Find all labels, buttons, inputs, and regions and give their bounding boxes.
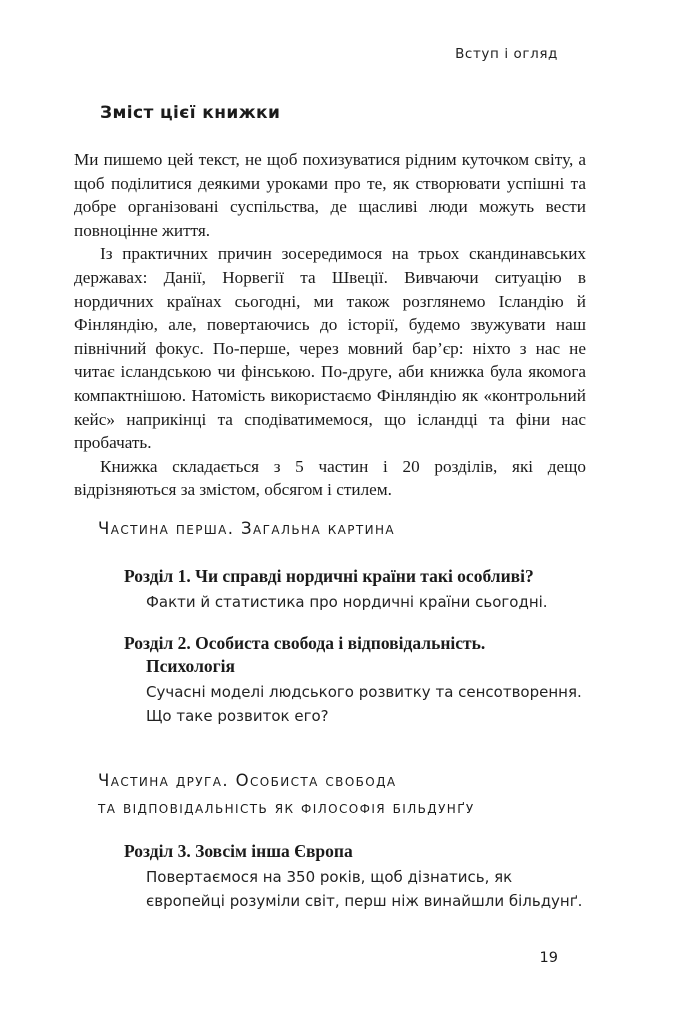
page-number: 19 (539, 950, 558, 966)
part-1-title (98, 515, 395, 542)
chapter-1-description: Факти й статистика про нордичні країни сьогодні. (146, 593, 548, 611)
chapter-1 (124, 565, 594, 614)
running-head: Вступ і огляд (455, 46, 558, 62)
chapter-1-title-text: Розділ 1. Чи справді нордичні країни такі особливі? (124, 566, 534, 586)
chapter-3-description: Повертаємося на 350 років, щоб дізнатись, як європейці розуміли світ, перш ніж винайшли більдунґ. (146, 868, 583, 910)
chapter-2-description: Сучасні моделі людського розвитку та сенсотворення. Що таке розвиток его? (146, 683, 582, 725)
part-2-title (98, 767, 475, 821)
chapter-3 (124, 840, 594, 913)
paragraph-2: Із практичних причин зосередимося на трьох скандинавських державах: Данії, Норвегії та Швеції. Вивчаючи ситуацію в нордичних країнах сьогодні, ми також розглянемо Ісландію й Фінляндію, але, повертаючись до історії, будемо звужувати наш північний фокус. По-перше, через мовний бар’єр: ніхто з нас не читає ісландською чи фінською. По-друге, аби книжка була якомога компактнішою. Натомість використаємо Фінляндію як «контрольний кейс» наприкінці та сподіватимемося, що ісландці та фіни нас пробачать. (74, 244, 586, 453)
chapter-3-title-text: Розділ 3. Зовсім інша Європа (124, 841, 353, 861)
part-2-title-line-2: та відповідальність як філософія більдунґу (98, 798, 475, 817)
section-title: Зміст цієї книжки (100, 103, 281, 123)
chapter-2 (124, 632, 594, 728)
part-2-title-line-1: Частина друга. Особиста свобода (98, 771, 397, 790)
body-text (74, 148, 586, 502)
chapter-3-title (124, 840, 594, 863)
part-1-title-line: Частина перша. Загальна картина (98, 519, 396, 538)
chapter-1-title (124, 565, 594, 588)
chapter-2-title-text: Розділ 2. Особиста свобода і відповідальність. (124, 633, 486, 653)
chapter-2-title (124, 632, 594, 678)
paragraph-1: Ми пишемо цей текст, не щоб похизуватися рідним куточком світу, а щоб поділитися деякими уроками про те, як створювати успішні та добре організовані суспільства, де щасливі люди можуть вести повноцінне життя. (74, 150, 586, 240)
paragraph-3: Книжка складається з 5 частин і 20 розділів, які дещо відрізняються за змістом, обсягом і стилем. (74, 456, 586, 500)
chapter-2-title-cont: Психологія (146, 656, 235, 676)
